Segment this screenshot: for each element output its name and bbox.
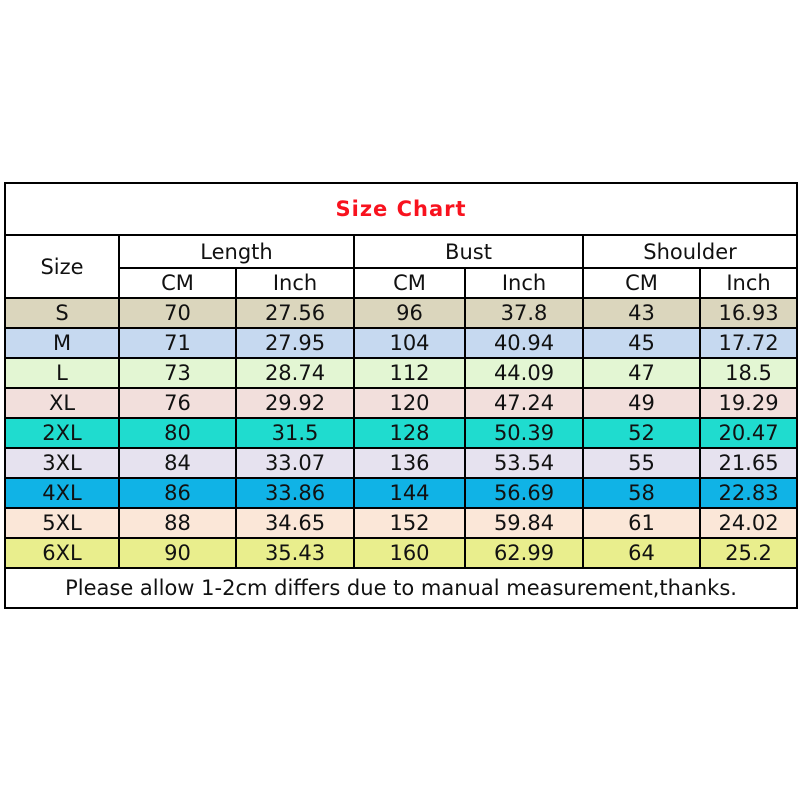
value-cell: 19.29 [700,388,797,418]
value-cell: 86 [119,478,236,508]
size-cell: 3XL [5,448,119,478]
size-cell: 5XL [5,508,119,538]
value-cell: 62.99 [465,538,583,568]
value-cell: 128 [354,418,465,448]
value-cell: 25.2 [700,538,797,568]
size-cell: 6XL [5,538,119,568]
size-cell: L [5,358,119,388]
value-cell: 90 [119,538,236,568]
value-cell: 22.83 [700,478,797,508]
size-cell: XL [5,388,119,418]
table-row [5,328,797,358]
value-cell: 55 [583,448,700,478]
title-row [5,183,797,235]
table-row [5,508,797,538]
value-cell: 43 [583,298,700,328]
value-cell: 47.24 [465,388,583,418]
header-group-row [5,235,797,268]
subheader-length-inch: Inch [236,268,354,298]
column-header-size: Size [5,235,119,298]
value-cell: 136 [354,448,465,478]
subheader-shoulder-cm: CM [583,268,700,298]
value-cell: 28.74 [236,358,354,388]
value-cell: 52 [583,418,700,448]
size-chart-container [4,182,796,609]
value-cell: 21.65 [700,448,797,478]
value-cell: 49 [583,388,700,418]
measurement-note: Please allow 1-2cm differs due to manual measurement,thanks. [5,568,797,608]
value-cell: 31.5 [236,418,354,448]
value-cell: 35.43 [236,538,354,568]
subheader-bust-cm: CM [354,268,465,298]
value-cell: 27.95 [236,328,354,358]
column-group-length: Length [119,235,354,268]
value-cell: 20.47 [700,418,797,448]
value-cell: 80 [119,418,236,448]
value-cell: 59.84 [465,508,583,538]
value-cell: 88 [119,508,236,538]
value-cell: 61 [583,508,700,538]
value-cell: 53.54 [465,448,583,478]
value-cell: 27.56 [236,298,354,328]
size-chart-table [4,182,798,609]
value-cell: 33.86 [236,478,354,508]
value-cell: 16.93 [700,298,797,328]
value-cell: 33.07 [236,448,354,478]
column-group-bust: Bust [354,235,583,268]
footer-row [5,568,797,608]
table-row [5,358,797,388]
value-cell: 120 [354,388,465,418]
value-cell: 40.94 [465,328,583,358]
value-cell: 50.39 [465,418,583,448]
table-body [5,298,797,568]
subheader-bust-inch: Inch [465,268,583,298]
table-row [5,298,797,328]
value-cell: 71 [119,328,236,358]
value-cell: 104 [354,328,465,358]
value-cell: 24.02 [700,508,797,538]
value-cell: 47 [583,358,700,388]
table-row [5,538,797,568]
value-cell: 70 [119,298,236,328]
value-cell: 144 [354,478,465,508]
value-cell: 76 [119,388,236,418]
value-cell: 56.69 [465,478,583,508]
value-cell: 44.09 [465,358,583,388]
value-cell: 34.65 [236,508,354,538]
table-row [5,478,797,508]
table-row [5,448,797,478]
table-row [5,418,797,448]
size-cell: S [5,298,119,328]
value-cell: 45 [583,328,700,358]
page-title: Size Chart [5,183,797,235]
value-cell: 96 [354,298,465,328]
header-sub-row [5,268,797,298]
value-cell: 37.8 [465,298,583,328]
table-row [5,388,797,418]
value-cell: 64 [583,538,700,568]
value-cell: 112 [354,358,465,388]
value-cell: 58 [583,478,700,508]
size-cell: M [5,328,119,358]
subheader-length-cm: CM [119,268,236,298]
value-cell: 18.5 [700,358,797,388]
subheader-shoulder-inch: Inch [700,268,797,298]
value-cell: 84 [119,448,236,478]
size-cell: 2XL [5,418,119,448]
column-group-shoulder: Shoulder [583,235,797,268]
value-cell: 29.92 [236,388,354,418]
size-cell: 4XL [5,478,119,508]
value-cell: 73 [119,358,236,388]
value-cell: 17.72 [700,328,797,358]
value-cell: 152 [354,508,465,538]
value-cell: 160 [354,538,465,568]
